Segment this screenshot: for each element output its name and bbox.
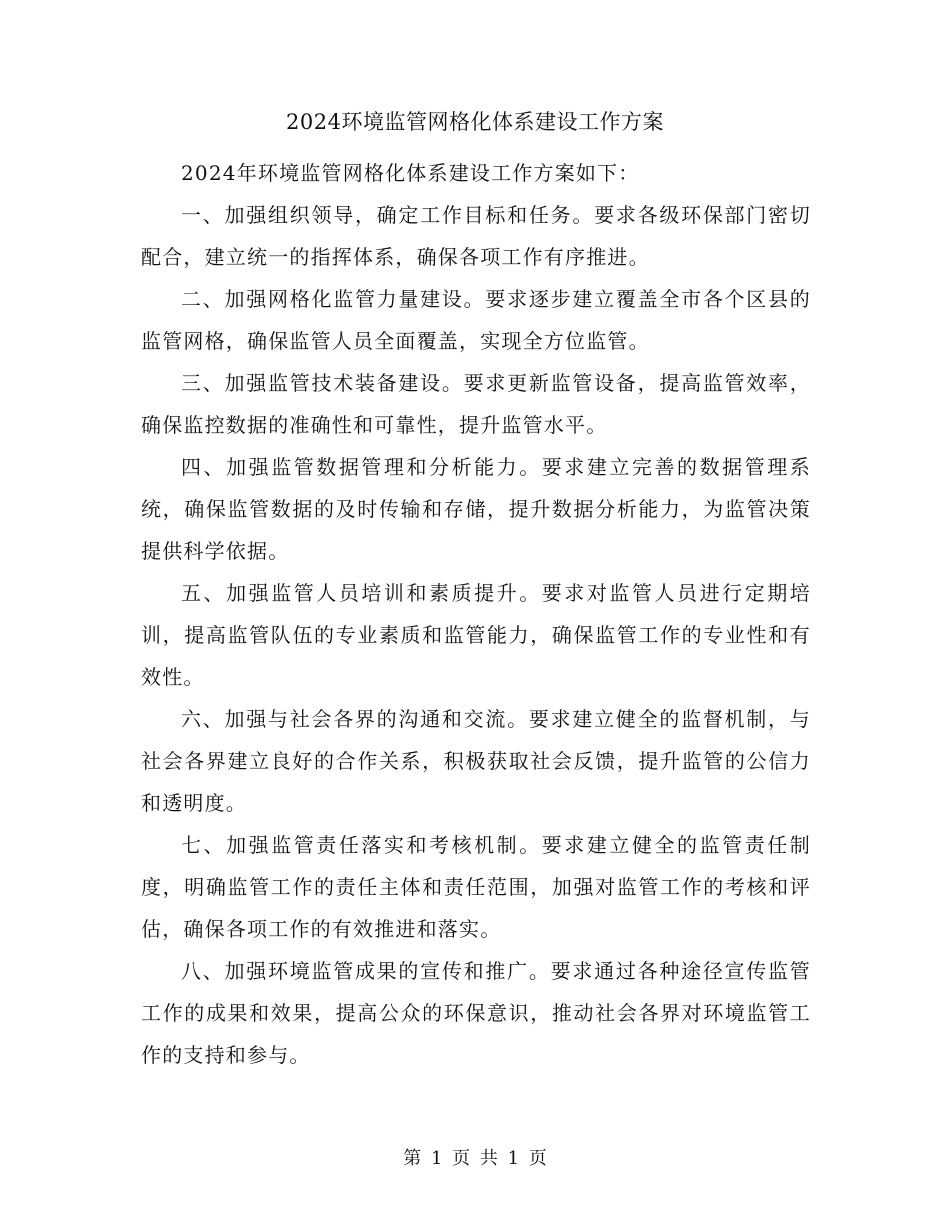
- page-number-footer: 第 1 页 共 1 页: [403, 1148, 547, 1169]
- section-7-paragraph: 七、加强监管责任落实和考核机制。要求建立健全的监管责任制度，明确监管工作的责任主体和责任范围，加强对监管工作的考核和评估，确保各项工作的有效推进和落实。: [141, 833, 811, 941]
- document-body: [141, 152, 811, 1076]
- section-2-paragraph: 二、加强网格化监管力量建设。要求逐步建立覆盖全市各个区县的监管网格，确保监管人员全面覆盖，实现全方位监管。: [141, 287, 811, 353]
- section-4-paragraph: 四、加强监管数据管理和分析能力。要求建立完善的数据管理系统，确保监管数据的及时传输和存储，提升数据分析能力，为监管决策提供科学依据。: [141, 455, 811, 563]
- section-1-paragraph: 一、加强组织领导，确定工作目标和任务。要求各级环保部门密切配合，建立统一的指挥体系，确保各项工作有序推进。: [141, 203, 811, 269]
- section-8-paragraph: 八、加强环境监管成果的宣传和推广。要求通过各种途径宣传监管工作的成果和效果，提高公众的环保意识，推动社会各界对环境监管工作的支持和参与。: [141, 959, 811, 1067]
- intro-paragraph: 2024年环境监管网格化体系建设工作方案如下：: [181, 161, 640, 185]
- document-title: 2024环境监管网格化体系建设工作方案: [286, 110, 664, 134]
- section-3-paragraph: 三、加强监管技术装备建设。要求更新监管设备，提高监管效率，确保监控数据的准确性和可靠性，提升监管水平。: [141, 371, 811, 437]
- section-6-paragraph: 六、加强与社会各界的沟通和交流。要求建立健全的监督机制，与社会各界建立良好的合作关系，积极获取社会反馈，提升监管的公信力和透明度。: [141, 707, 811, 815]
- section-5-paragraph: 五、加强监管人员培训和素质提升。要求对监管人员进行定期培训，提高监管队伍的专业素质和监管能力，确保监管工作的专业性和有效性。: [141, 581, 811, 689]
